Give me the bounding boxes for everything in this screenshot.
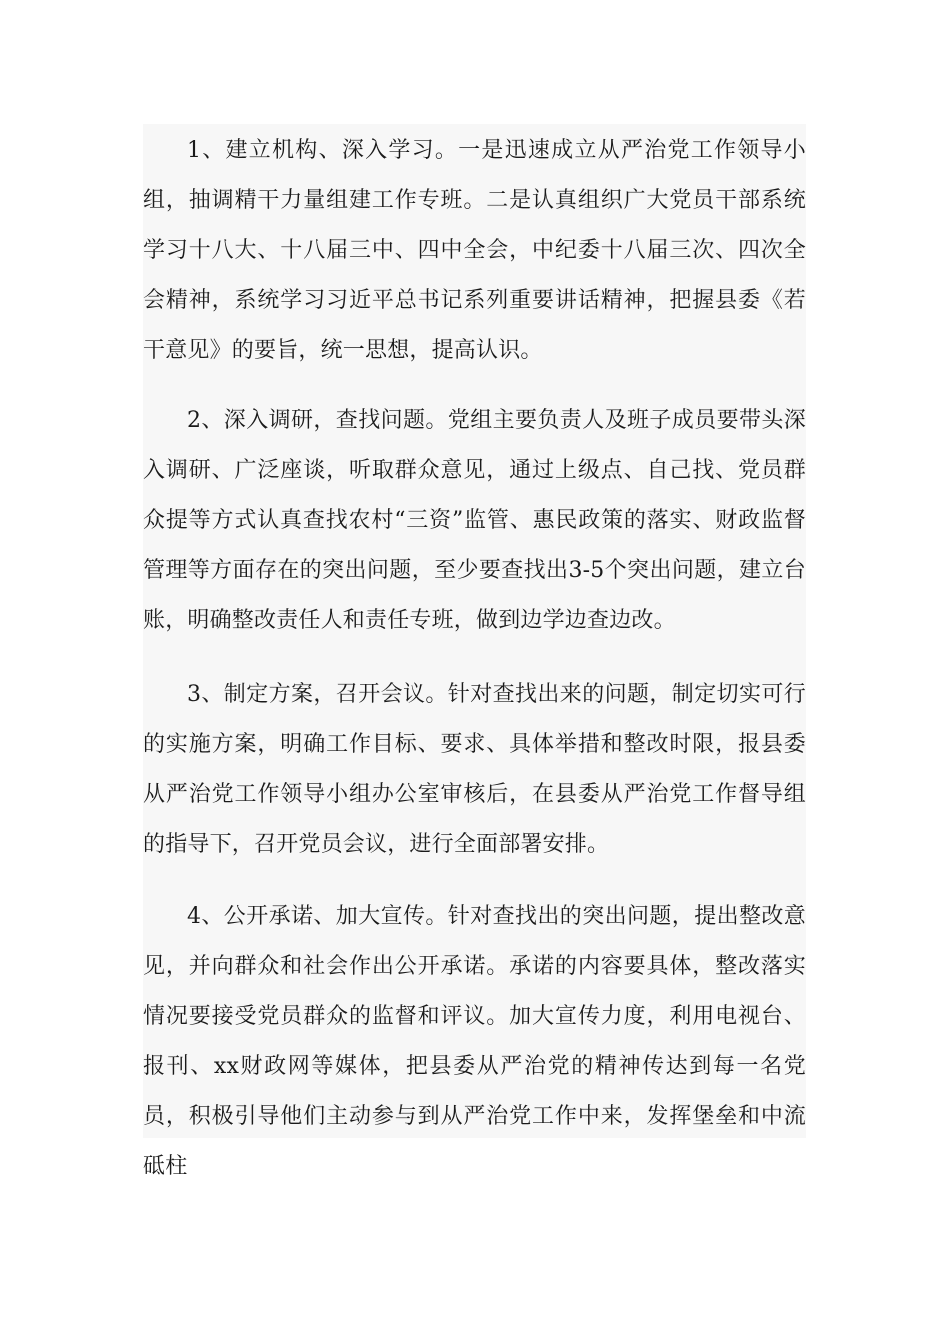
paragraph-2: 2、深入调研，查找问题。党组主要负责人及班子成员要带头深入调研、广泛座谈，听取群众意见，通过上级点、自己找、党员群众提等方式认真查找农村“三资”监管、惠民政策的落实、财政监督管理等方面存在的突出问题，至少要查找出3-5个突出问题，建立台账，明确整改责任人和责任专班，做到边学边查边改。	[143, 408, 806, 633]
paragraph-4: 4、公开承诺、加大宣传。针对查找出的突出问题，提出整改意见，并向群众和社会作出公开承诺。承诺的内容要具体，整改落实情况要接受党员群众的监督和评议。加大宣传力度，利用电视台、报刊、xx财政网等媒体，把县委从严治党的精神传达到每一名党员，积极引导他们主动参与到从严治党工作中来，发挥堡垒和中流砥柱	[143, 904, 806, 1179]
paragraph-3: 3、制定方案，召开会议。针对查找出来的问题，制定切实可行的实施方案，明确工作目标、要求、具体举措和整改时限，报县委从严治党工作领导小组办公室审核后，在县委从严治党工作督导组的指导下，召开党员会议，进行全面部署安排。	[143, 682, 806, 857]
paragraph-1: 1、建立机构、深入学习。一是迅速成立从严治党工作领导小组，抽调精干力量组建工作专班。二是认真组织广大党员干部系统学习十八大、十八届三中、四中全会，中纪委十八届三次、四次全会精神，系统学习习近平总书记系列重要讲话精神，把握县委《若干意见》的要旨，统一思想，提高认识。	[143, 138, 806, 363]
document-body	[143, 124, 806, 1179]
